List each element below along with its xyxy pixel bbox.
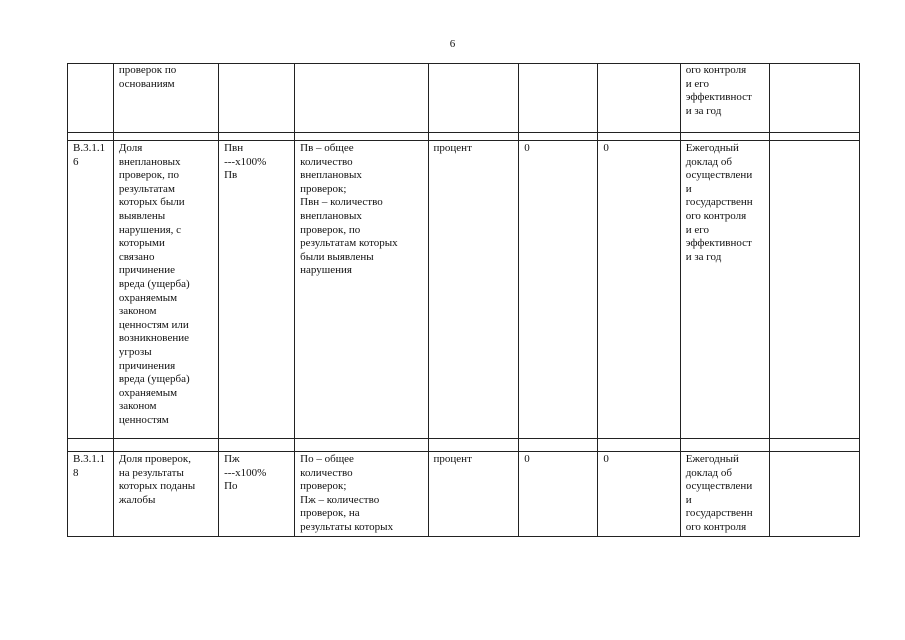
spacer-cell xyxy=(519,133,598,141)
target-value xyxy=(598,64,680,133)
data-source-line: ого контроля xyxy=(685,520,747,533)
indicator-name-line: которыми xyxy=(118,237,165,250)
indicator-name-line: результатам xyxy=(118,182,175,195)
data-source-line: доклад об xyxy=(685,155,732,168)
formula-description-line: Пв – общее xyxy=(300,142,354,154)
data-source-line: государственн xyxy=(685,507,753,520)
formula-description-line: внеплановых xyxy=(300,209,362,222)
indicator-formula xyxy=(219,452,295,537)
indicator-name-line: выявлены xyxy=(118,209,166,222)
indicator-name xyxy=(113,452,218,537)
unit-of-measure xyxy=(428,64,519,133)
indicator-name-line: вреда (ущерба) xyxy=(118,373,190,386)
formula-description-line: результаты которых xyxy=(300,520,394,533)
spacer-cell xyxy=(680,133,770,141)
indicator-name-line: проверок по xyxy=(118,64,177,76)
data-source-line: ого контроля xyxy=(685,209,747,222)
target-value: 0 xyxy=(598,452,680,537)
indicator-name-line: ценностям xyxy=(118,413,169,426)
data-source-line: и за год xyxy=(685,104,722,117)
note-cell xyxy=(770,141,860,439)
formula-description xyxy=(295,64,428,133)
spacer-cell xyxy=(219,133,295,141)
spacer-cell xyxy=(295,133,428,141)
table-row xyxy=(68,452,860,537)
indicator-formula-line: Пвн xyxy=(224,142,244,154)
spacer-row xyxy=(68,439,860,452)
indicator-code xyxy=(68,452,114,537)
data-source xyxy=(680,141,770,439)
indicator-name-line: которых были xyxy=(118,196,185,209)
spacer-cell xyxy=(598,133,680,141)
data-source xyxy=(680,452,770,537)
indicator-name-line: внеплановых xyxy=(118,155,181,168)
spacer-cell xyxy=(219,439,295,452)
data-source xyxy=(680,64,770,133)
indicator-code-line: 6 xyxy=(73,155,79,168)
formula-description-line: были выявлены xyxy=(300,250,374,263)
indicator-name-line: которых поданы xyxy=(118,480,196,493)
data-source-line: и xyxy=(685,182,692,195)
formula-description-line: Пвн – количество xyxy=(300,196,383,209)
indicator-name-line: Доля xyxy=(118,142,143,154)
formula-description-line: результатам которых xyxy=(300,237,398,250)
indicator-name-line: ценностям или xyxy=(118,318,189,331)
indicator-name-line: Доля проверок, xyxy=(118,453,191,465)
data-source-line: осуществлени xyxy=(685,169,753,182)
indicator-name-line: основаниям xyxy=(118,77,175,90)
table-row xyxy=(68,64,860,133)
base-value: 0 xyxy=(519,141,598,439)
spacer-cell xyxy=(113,133,218,141)
indicator-name-line: законом xyxy=(118,305,157,318)
data-source-line: доклад об xyxy=(685,466,732,479)
spacer-cell xyxy=(680,439,770,452)
formula-description-line: количество xyxy=(300,155,353,168)
page-number: 6 xyxy=(449,38,456,50)
indicator-code xyxy=(68,141,114,439)
formula-description-line: внеплановых xyxy=(300,169,362,182)
indicator-name xyxy=(113,141,218,439)
indicator-name-line: проверок, по xyxy=(118,169,179,182)
spacer-cell xyxy=(428,133,519,141)
spacer-cell xyxy=(68,439,114,452)
formula-description xyxy=(295,452,428,537)
indicator-formula xyxy=(219,64,295,133)
spacer-row xyxy=(68,133,860,141)
formula-description-line: По – общее xyxy=(300,453,354,465)
indicator-formula-line: Пж xyxy=(224,453,240,465)
indicator-name-line: законом xyxy=(118,400,157,413)
indicator-formula-line: ---х100% xyxy=(224,466,267,479)
data-source-line: ого контроля xyxy=(685,64,747,76)
indicator-formula-line: По xyxy=(224,480,238,493)
base-value: 0 xyxy=(519,452,598,537)
note-cell xyxy=(770,452,860,537)
spacer-cell xyxy=(770,439,860,452)
indicator-code-line: 8 xyxy=(73,466,79,479)
formula-description-line: Пж – количество xyxy=(300,493,380,506)
indicator-formula-line: ---х100% xyxy=(224,155,267,168)
formula-description-line: нарушения xyxy=(300,264,352,277)
data-source-line: и за год xyxy=(685,250,722,263)
data-source-line: и его xyxy=(685,77,709,90)
spacer-cell xyxy=(770,133,860,141)
note-cell xyxy=(770,64,860,133)
indicator-formula-line: Пв xyxy=(224,169,238,182)
formula-description-line: проверок; xyxy=(300,182,347,195)
base-value xyxy=(519,64,598,133)
indicator-formula xyxy=(219,141,295,439)
spacer-cell xyxy=(598,439,680,452)
indicator-name-line: причинения xyxy=(118,359,176,372)
spacer-cell xyxy=(68,133,114,141)
indicator-name xyxy=(113,64,218,133)
indicators-table xyxy=(67,63,860,537)
data-source-line: осуществлени xyxy=(685,480,753,493)
unit-of-measure: процент xyxy=(428,141,519,439)
indicator-name-line: нарушения, с xyxy=(118,223,182,236)
table-row xyxy=(68,141,860,439)
data-source-line: эффективност xyxy=(685,237,752,250)
spacer-cell xyxy=(113,439,218,452)
indicator-name-line: охраняемым xyxy=(118,291,178,304)
unit-of-measure: процент xyxy=(428,452,519,537)
target-value: 0 xyxy=(598,141,680,439)
indicator-name-line: угрозы xyxy=(118,345,152,358)
indicator-code-line: В.3.1.1 xyxy=(73,142,106,154)
data-source-line: эффективност xyxy=(685,91,752,104)
indicator-name-line: жалобы xyxy=(118,493,156,506)
formula-description-line: количество xyxy=(300,466,353,479)
formula-description-line: проверок, по xyxy=(300,223,361,236)
spacer-cell xyxy=(295,439,428,452)
spacer-cell xyxy=(519,439,598,452)
indicator-name-line: вреда (ущерба) xyxy=(118,277,190,290)
indicator-name-line: охраняемым xyxy=(118,386,178,399)
spacer-cell xyxy=(428,439,519,452)
data-source-line: и его xyxy=(685,223,709,236)
indicator-code-line: В.3.1.1 xyxy=(73,453,106,465)
data-source-line: Ежегодный xyxy=(685,453,739,465)
indicator-code xyxy=(68,64,114,133)
indicator-name-line: на результаты xyxy=(118,466,184,479)
indicator-name-line: причинение xyxy=(118,264,175,277)
formula-description-line: проверок; xyxy=(300,480,347,493)
data-source-line: и xyxy=(685,493,692,506)
data-source-line: Ежегодный xyxy=(685,142,739,154)
indicator-name-line: связано xyxy=(118,250,155,263)
formula-description-line: проверок, на xyxy=(300,507,360,520)
formula-description xyxy=(295,141,428,439)
indicator-name-line: возникновение xyxy=(118,332,189,345)
data-source-line: государственн xyxy=(685,196,753,209)
